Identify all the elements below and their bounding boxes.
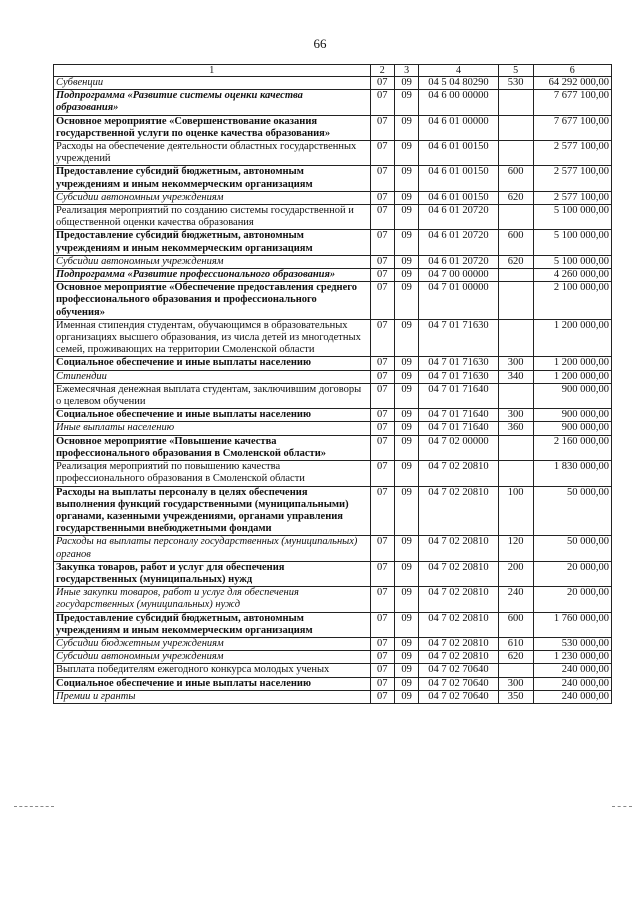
- table-row: [54, 370, 612, 383]
- cell-target-code: 04 7 02 00000: [419, 435, 498, 460]
- cell-amount: 530 000,00: [533, 637, 611, 650]
- cell-subsection: 09: [394, 422, 418, 435]
- cell-section: 07: [370, 90, 394, 115]
- cell-target-code: 04 7 01 71640: [419, 422, 498, 435]
- budget-table: [53, 64, 612, 704]
- cell-name: Реализация мероприятий по созданию системы государственной и общественной оценки качества образования: [54, 205, 371, 230]
- cell-section: 07: [370, 319, 394, 357]
- cell-subsection: 09: [394, 166, 418, 191]
- cell-name: Субсидии бюджетным учреждениям: [54, 637, 371, 650]
- cell-subsection: 09: [394, 690, 418, 703]
- cell-name: Социальное обеспечение и иные выплаты населению: [54, 677, 371, 690]
- cell-target-code: 04 6 01 00000: [419, 115, 498, 140]
- cell-subsection: 09: [394, 409, 418, 422]
- table-row: [54, 141, 612, 166]
- cell-amount: 2 577 100,00: [533, 141, 611, 166]
- cell-subsection: 09: [394, 370, 418, 383]
- cell-amount: 2 577 100,00: [533, 191, 611, 204]
- table-row: [54, 651, 612, 664]
- cell-name: Предоставление субсидий бюджетным, автономным учреждениям и иным некоммерческим организациям: [54, 230, 371, 255]
- cell-subsection: 09: [394, 612, 418, 637]
- cell-subsection: 09: [394, 383, 418, 408]
- cell-target-code: 04 7 02 70640: [419, 690, 498, 703]
- cell-section: 07: [370, 536, 394, 561]
- cell-section: 07: [370, 422, 394, 435]
- table-row: [54, 383, 612, 408]
- cell-section: 07: [370, 561, 394, 586]
- table-row: [54, 115, 612, 140]
- table-row: [54, 690, 612, 703]
- cell-section: 07: [370, 269, 394, 282]
- cell-section: 07: [370, 166, 394, 191]
- cell-name: Стипендии: [54, 370, 371, 383]
- cell-target-code: 04 7 01 71630: [419, 357, 498, 370]
- cell-amount: 1 830 000,00: [533, 461, 611, 486]
- cell-expense-type: [498, 90, 533, 115]
- cell-name: Основное мероприятие «Совершенствование оказания государственной услуги по оценке качества образования»: [54, 115, 371, 140]
- cell-expense-type: [498, 269, 533, 282]
- cell-name: Субсидии автономным учреждениям: [54, 255, 371, 268]
- cell-expense-type: [498, 115, 533, 140]
- cell-subsection: 09: [394, 282, 418, 320]
- cell-subsection: 09: [394, 651, 418, 664]
- cell-section: 07: [370, 141, 394, 166]
- table-row: [54, 422, 612, 435]
- cell-section: 07: [370, 677, 394, 690]
- cell-expense-type: [498, 205, 533, 230]
- cell-section: 07: [370, 282, 394, 320]
- cell-expense-type: [498, 282, 533, 320]
- cell-expense-type: 530: [498, 77, 533, 90]
- cell-amount: 20 000,00: [533, 587, 611, 612]
- cell-section: 07: [370, 77, 394, 90]
- table-row: [54, 461, 612, 486]
- table-row: [54, 536, 612, 561]
- cell-subsection: 09: [394, 77, 418, 90]
- cell-section: 07: [370, 383, 394, 408]
- cell-target-code: 04 6 00 00000: [419, 90, 498, 115]
- table-row: [54, 612, 612, 637]
- table-row: [54, 269, 612, 282]
- cell-section: 07: [370, 690, 394, 703]
- cell-expense-type: 240: [498, 587, 533, 612]
- cell-subsection: 09: [394, 561, 418, 586]
- cell-name: Премии и гранты: [54, 690, 371, 703]
- cell-amount: 7 677 100,00: [533, 90, 611, 115]
- cell-target-code: 04 6 01 20720: [419, 205, 498, 230]
- cell-target-code: 04 7 02 20810: [419, 461, 498, 486]
- cell-subsection: 09: [394, 357, 418, 370]
- cell-target-code: 04 6 01 00150: [419, 141, 498, 166]
- cell-expense-type: 620: [498, 255, 533, 268]
- table-row: [54, 409, 612, 422]
- cell-section: 07: [370, 370, 394, 383]
- cell-expense-type: [498, 383, 533, 408]
- cell-amount: 900 000,00: [533, 383, 611, 408]
- table-row: [54, 77, 612, 90]
- cell-amount: 7 677 100,00: [533, 115, 611, 140]
- cell-amount: 900 000,00: [533, 422, 611, 435]
- cell-name: Расходы на выплаты персоналу государственных (муниципальных) органов: [54, 536, 371, 561]
- table-row: [54, 230, 612, 255]
- table-row: [54, 205, 612, 230]
- cell-expense-type: 620: [498, 651, 533, 664]
- header-cell-amount: 6: [533, 65, 611, 77]
- cell-target-code: 04 7 02 20810: [419, 651, 498, 664]
- budget-table-body: [54, 65, 612, 704]
- cell-section: 07: [370, 637, 394, 650]
- table-row: [54, 166, 612, 191]
- cell-amount: 20 000,00: [533, 561, 611, 586]
- cell-target-code: 04 7 02 20810: [419, 637, 498, 650]
- cell-section: 07: [370, 205, 394, 230]
- cell-amount: 240 000,00: [533, 664, 611, 677]
- cell-subsection: 09: [394, 461, 418, 486]
- cell-expense-type: 300: [498, 677, 533, 690]
- cell-expense-type: 300: [498, 409, 533, 422]
- cell-name: Социальное обеспечение и иные выплаты населению: [54, 409, 371, 422]
- table-row: [54, 282, 612, 320]
- cell-amount: 2 100 000,00: [533, 282, 611, 320]
- cell-expense-type: [498, 435, 533, 460]
- cell-expense-type: 600: [498, 230, 533, 255]
- cell-subsection: 09: [394, 115, 418, 140]
- cell-section: 07: [370, 587, 394, 612]
- cell-section: 07: [370, 435, 394, 460]
- cell-amount: 1 230 000,00: [533, 651, 611, 664]
- cell-amount: 1 200 000,00: [533, 357, 611, 370]
- cell-name: Предоставление субсидий бюджетным, автономным учреждениям и иным некоммерческим организациям: [54, 166, 371, 191]
- cell-subsection: 09: [394, 319, 418, 357]
- cell-subsection: 09: [394, 255, 418, 268]
- table-row: [54, 90, 612, 115]
- table-header-row: [54, 65, 612, 77]
- cell-subsection: 09: [394, 230, 418, 255]
- cell-subsection: 09: [394, 435, 418, 460]
- cell-section: 07: [370, 230, 394, 255]
- cell-expense-type: 610: [498, 637, 533, 650]
- cell-name: Ежемесячная денежная выплата студентам, заключившим договоры о целевом обучении: [54, 383, 371, 408]
- cell-target-code: 04 7 01 71640: [419, 409, 498, 422]
- cell-amount: 64 292 000,00: [533, 77, 611, 90]
- header-cell-subsection: 3: [394, 65, 418, 77]
- cell-section: 07: [370, 255, 394, 268]
- cell-subsection: 09: [394, 587, 418, 612]
- cell-section: 07: [370, 461, 394, 486]
- table-row: [54, 637, 612, 650]
- cell-name: Расходы на обеспечение деятельности областных государственных учреждений: [54, 141, 371, 166]
- cell-subsection: 09: [394, 269, 418, 282]
- cell-section: 07: [370, 191, 394, 204]
- header-cell-section: 2: [370, 65, 394, 77]
- cell-target-code: 04 7 02 20810: [419, 536, 498, 561]
- cell-amount: 240 000,00: [533, 690, 611, 703]
- table-row: [54, 435, 612, 460]
- scan-artifact-line: [14, 806, 54, 807]
- cell-name: Предоставление субсидий бюджетным, автономным учреждениям и иным некоммерческим организациям: [54, 612, 371, 637]
- cell-amount: 240 000,00: [533, 677, 611, 690]
- cell-expense-type: 120: [498, 536, 533, 561]
- cell-expense-type: [498, 664, 533, 677]
- cell-expense-type: 600: [498, 612, 533, 637]
- cell-target-code: 04 6 01 00150: [419, 166, 498, 191]
- page-number: 66: [313, 36, 327, 51]
- cell-amount: 50 000,00: [533, 536, 611, 561]
- cell-name: Подпрограмма «Развитие профессионального образования»: [54, 269, 371, 282]
- cell-name: Иные закупки товаров, работ и услуг для обеспечения государственных (муниципальных) нужд: [54, 587, 371, 612]
- cell-target-code: 04 5 04 80290: [419, 77, 498, 90]
- cell-subsection: 09: [394, 486, 418, 536]
- cell-amount: 2 160 000,00: [533, 435, 611, 460]
- cell-target-code: 04 7 02 70640: [419, 664, 498, 677]
- cell-expense-type: [498, 319, 533, 357]
- cell-expense-type: 600: [498, 166, 533, 191]
- table-row: [54, 677, 612, 690]
- cell-target-code: 04 7 02 20810: [419, 486, 498, 536]
- cell-target-code: 04 7 01 71630: [419, 370, 498, 383]
- cell-name: Субсидии автономным учреждениям: [54, 651, 371, 664]
- cell-target-code: 04 6 01 20720: [419, 255, 498, 268]
- cell-subsection: 09: [394, 637, 418, 650]
- table-row: [54, 319, 612, 357]
- cell-amount: 5 100 000,00: [533, 255, 611, 268]
- cell-subsection: 09: [394, 205, 418, 230]
- cell-name: Именная стипендия студентам, обучающимся в образовательных организациях высшего образования, из числа детей из многодетных семей, проживающих на территории Смоленской области: [54, 319, 371, 357]
- cell-subsection: 09: [394, 90, 418, 115]
- cell-subsection: 09: [394, 191, 418, 204]
- cell-name: Реализация мероприятий по повышению качества профессионального образования в Смоленской области: [54, 461, 371, 486]
- cell-section: 07: [370, 664, 394, 677]
- cell-subsection: 09: [394, 677, 418, 690]
- table-row: [54, 357, 612, 370]
- header-cell-expense-type: 5: [498, 65, 533, 77]
- table-row: [54, 664, 612, 677]
- cell-subsection: 09: [394, 536, 418, 561]
- cell-target-code: 04 6 01 00150: [419, 191, 498, 204]
- cell-subsection: 09: [394, 664, 418, 677]
- header-cell-target-code: 4: [419, 65, 498, 77]
- cell-name: Закупка товаров, работ и услуг для обеспечения государственных (муниципальных) нужд: [54, 561, 371, 586]
- cell-amount: 4 260 000,00: [533, 269, 611, 282]
- cell-name: Субсидии автономным учреждениям: [54, 191, 371, 204]
- cell-expense-type: 200: [498, 561, 533, 586]
- table-row: [54, 561, 612, 586]
- cell-expense-type: 300: [498, 357, 533, 370]
- cell-expense-type: 360: [498, 422, 533, 435]
- cell-target-code: 04 7 02 20810: [419, 587, 498, 612]
- cell-expense-type: 620: [498, 191, 533, 204]
- cell-target-code: 04 7 01 71630: [419, 319, 498, 357]
- header-cell-name: 1: [54, 65, 371, 77]
- cell-section: 07: [370, 486, 394, 536]
- cell-name: Субвенции: [54, 77, 371, 90]
- table-row: [54, 486, 612, 536]
- cell-name: Выплата победителям ежегодного конкурса молодых ученых: [54, 664, 371, 677]
- cell-name: Расходы на выплаты персоналу в целях обеспечения выполнения функций государственными (муниципальными) органами, казенными учреждениями, органами управления государственными внебюджетными фондами: [54, 486, 371, 536]
- cell-amount: 5 100 000,00: [533, 230, 611, 255]
- cell-target-code: 04 7 02 70640: [419, 677, 498, 690]
- cell-section: 07: [370, 357, 394, 370]
- cell-amount: 5 100 000,00: [533, 205, 611, 230]
- cell-expense-type: [498, 141, 533, 166]
- cell-section: 07: [370, 651, 394, 664]
- cell-amount: 900 000,00: [533, 409, 611, 422]
- cell-section: 07: [370, 612, 394, 637]
- cell-amount: 1 760 000,00: [533, 612, 611, 637]
- cell-section: 07: [370, 409, 394, 422]
- cell-target-code: 04 7 01 71640: [419, 383, 498, 408]
- cell-expense-type: 340: [498, 370, 533, 383]
- scan-artifact-line: [612, 806, 632, 807]
- cell-name: Основное мероприятие «Повышение качества профессионального образования в Смоленской области»: [54, 435, 371, 460]
- cell-name: Подпрограмма «Развитие системы оценки качества образования»: [54, 90, 371, 115]
- table-row: [54, 255, 612, 268]
- cell-name: Основное мероприятие «Обеспечение предоставления среднего профессионального образования и профессионального обучения»: [54, 282, 371, 320]
- cell-amount: 1 200 000,00: [533, 319, 611, 357]
- cell-target-code: 04 7 00 00000: [419, 269, 498, 282]
- cell-amount: 50 000,00: [533, 486, 611, 536]
- cell-amount: 1 200 000,00: [533, 370, 611, 383]
- cell-section: 07: [370, 115, 394, 140]
- cell-expense-type: 350: [498, 690, 533, 703]
- table-row: [54, 587, 612, 612]
- cell-target-code: 04 7 02 20810: [419, 561, 498, 586]
- cell-expense-type: [498, 461, 533, 486]
- cell-name: Иные выплаты населению: [54, 422, 371, 435]
- cell-target-code: 04 7 01 00000: [419, 282, 498, 320]
- cell-subsection: 09: [394, 141, 418, 166]
- cell-amount: 2 577 100,00: [533, 166, 611, 191]
- cell-target-code: 04 7 02 20810: [419, 612, 498, 637]
- cell-target-code: 04 6 01 20720: [419, 230, 498, 255]
- cell-name: Социальное обеспечение и иные выплаты населению: [54, 357, 371, 370]
- table-row: [54, 191, 612, 204]
- cell-expense-type: 100: [498, 486, 533, 536]
